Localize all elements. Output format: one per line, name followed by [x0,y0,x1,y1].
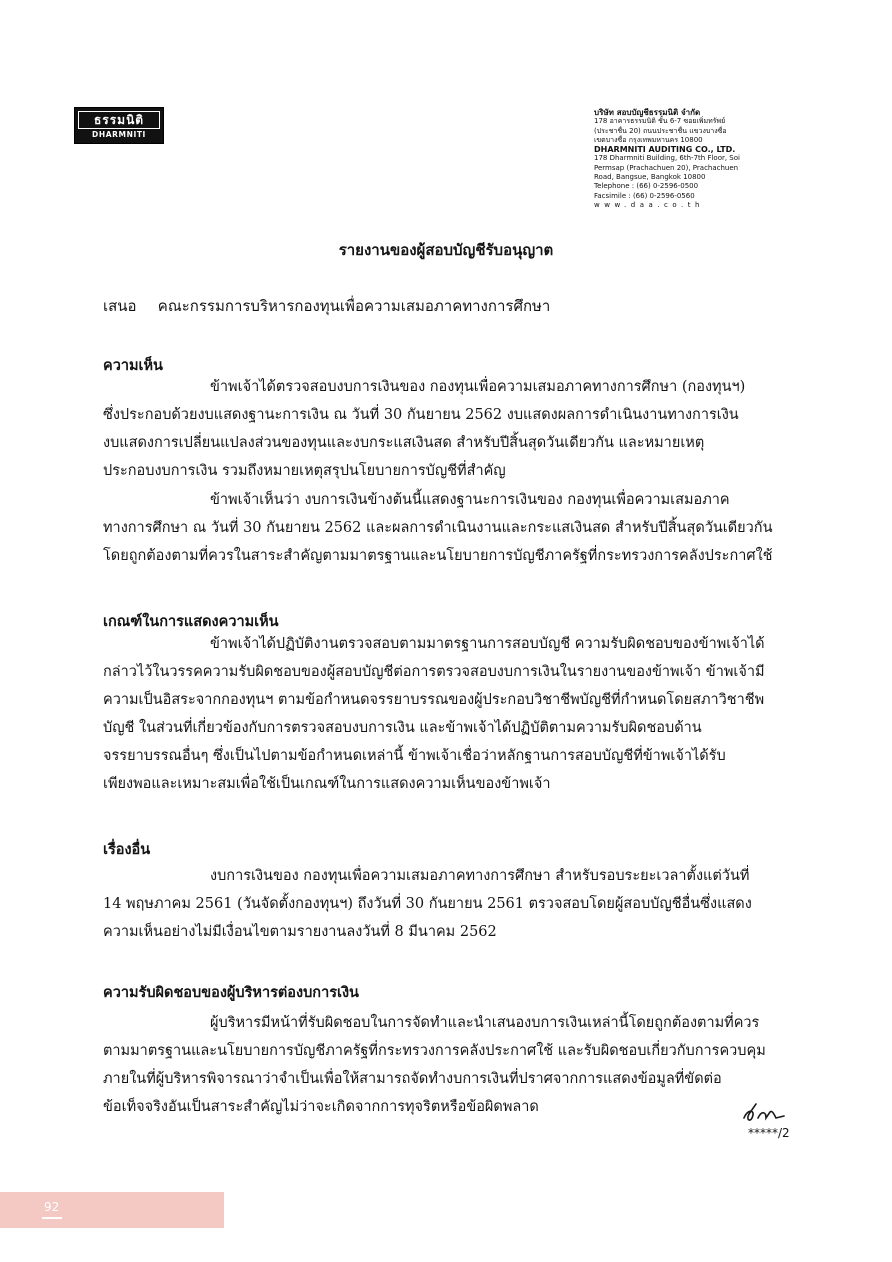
text-line: ซึ่งประกอบด้วยงบแสดงฐานะการเงิน ณ วันที่ 30 กันยายน 2562 งบแสดงผลการดำเนินงานทางการเงิน [103,407,739,423]
company-address-line: 178 Dharmniti Building, 6th-7th Floor, Soi [594,154,740,163]
logo-thai-text: ธรรมนิติ [78,111,160,129]
text-line: ข้าพเจ้าได้ตรวจสอบงบการเงินของ กองทุนเพื่อความเสมอภาคทางการศึกษา (กองทุนฯ) [210,379,746,395]
text-line: ข้าพเจ้าเห็นว่า งบการเงินข้างต้นนี้แสดงฐานะการเงินของ กองทุนเพื่อความเสมอภาค [210,492,730,508]
paragraph-basis [103,630,800,798]
company-logo [74,107,164,144]
report-title: รายงานของผู้สอบบัญชีรับอนุญาต [338,241,554,259]
company-address-line: Permsap (Prachachuen 20), Prachachuen [594,163,739,172]
addressee-label: เสนอ [103,297,137,315]
addressee-value: คณะกรรมการบริหารกองทุนเพื่อความเสมอภาคทางการศึกษา [157,297,551,315]
text-line: เพียงพอและเหมาะสมเพื่อใช้เป็นเกณฑ์ในการแสดงความเห็นของข้าพเจ้า [103,776,551,792]
text-line: ภายในที่ผู้บริหารพิจารณาว่าจำเป็นเพื่อให้สามารถจัดทำงบการเงินที่ปราศจากการแสดงข้อมูลที่ขัดต่อ [103,1071,722,1087]
text-line: ตามมาตรฐานและนโยบายการบัญชีภาครัฐที่กระทรวงการคลังประกาศใช้ และรับผิดชอบเกี่ยวกับการควบคุม [103,1043,766,1059]
section-heading-responsibility: ความรับผิดชอบของผู้บริหารต่องบการเงิน [103,984,359,1001]
text-line: จรรยาบรรณอื่นๆ ซึ่งเป็นไปตามข้อกำหนดเหล่านี้ ข้าพเจ้าเชื่อว่าหลักฐานการสอบบัญชีที่ข้าพเจ้าได้รับ [103,748,726,764]
text-line: 14 พฤษภาคม 2561 (วันจัดตั้งกองทุนฯ) ถึงวันที่ 30 กันยายน 2561 ตรวจสอบโดยผู้สอบบัญชีอื่นซึ่งแสดง [103,896,752,912]
paragraph-other-matter [103,862,800,946]
initials-signature [740,1098,790,1126]
company-name-thai: บริษัท สอบบัญชีธรรมนิติ จำกัด [594,108,701,117]
page-number-underline [42,1217,62,1219]
text-line: กล่าวไว้ในวรรคความรับผิดชอบของผู้สอบบัญชีต่อการตรวจสอบงบการเงินในรายงานของข้าพเจ้า ข้าพเจ้ามี [103,664,765,680]
text-line: ทางการศึกษา ณ วันที่ 30 กันยายน 2562 และผลการดำเนินงานและกระแสเงินสด สำหรับปีสิ้นสุดวันเดียวกัน [103,520,773,536]
company-address-line: เขตบางซื่อ กรุงเทพมหานคร 10800 [594,135,703,144]
text-line: ประกอบงบการเงิน รวมถึงหมายเหตุสรุปนโยบายการบัญชีที่สำคัญ [103,463,506,479]
section-heading-other-matter: เรื่องอื่น [103,841,151,858]
company-address-line: Road, Bangsue, Bangkok 10800 [594,173,706,182]
company-website: www.daa.co.th [594,200,704,209]
text-line: โดยถูกต้องตามที่ควรในสาระสำคัญตามมาตรฐานและนโยบายการบัญชีภาครัฐที่กระทรวงการคลังประกาศใช้ [103,548,773,564]
addressee [103,294,550,318]
company-address-line: 178 อาคารธรรมนิติ ชั้น 6-7 ซอยเพิ่มทรัพย์ [594,117,726,126]
company-address-block [594,108,774,210]
text-line: บัญชี ในส่วนที่เกี่ยวข้องกับการตรวจสอบงบการเงิน และข้าพเจ้าได้ปฏิบัติตามความรับผิดชอบด้าน [103,720,702,736]
paragraph-opinion-1 [103,373,800,485]
text-line: งบแสดงการเปลี่ยนแปลงส่วนของทุนและงบกระแสเงินสด สำหรับปีสิ้นสุดวันเดียวกัน และหมายเหตุ [103,435,705,451]
company-name-english: DHARMNITI AUDITING CO., LTD. [594,145,736,155]
page-continuation-marker: *****/2 [748,1126,790,1140]
text-line: ความเห็นอย่างไม่มีเงื่อนไขตามรายงานลงวันที่ 8 มีนาคม 2562 [103,924,497,940]
text-line: ข้าพเจ้าได้ปฏิบัติงานตรวจสอบตามมาตรฐานการสอบบัญชี ความรับผิดชอบของข้าพเจ้าได้ [210,636,765,652]
text-line: งบการเงินของ กองทุนเพื่อความเสมอภาคทางการศึกษา สำหรับรอบระยะเวลาตั้งแต่วันที่ [210,868,750,884]
company-address-line: (ประชาชื่น 20) ถนนประชาชื่น แขวงบางซื่อ [594,126,727,135]
paragraph-opinion-2 [103,486,800,570]
page-number: 92 [44,1200,60,1214]
logo-english-text: DHARMNITI [92,130,146,139]
text-line: ข้อเท็จจริงอันเป็นสาระสำคัญไม่ว่าจะเกิดจากการทุจริตหรือข้อผิดพลาด [103,1099,539,1115]
section-heading-basis: เกณฑ์ในการแสดงความเห็น [103,613,279,630]
company-telephone: Telephone : (66) 0-2596-0500 [594,182,699,191]
paragraph-responsibility [103,1009,800,1121]
page-number-bar [0,1192,224,1228]
text-line: ผู้บริหารมีหน้าที่รับผิดชอบในการจัดทำและนำเสนองบการเงินเหล่านี้โดยถูกต้องตามที่ควร [210,1015,760,1031]
company-facsimile: Facsimile : (66) 0-2596-0560 [594,191,695,200]
text-line: ความเป็นอิสระจากกองทุนฯ ตามข้อกำหนดจรรยาบรรณของผู้ประกอบวิชาชีพบัญชีที่กำหนดโดยสภาวิชาชีพ [103,692,765,708]
section-heading-opinion: ความเห็น [103,357,163,374]
